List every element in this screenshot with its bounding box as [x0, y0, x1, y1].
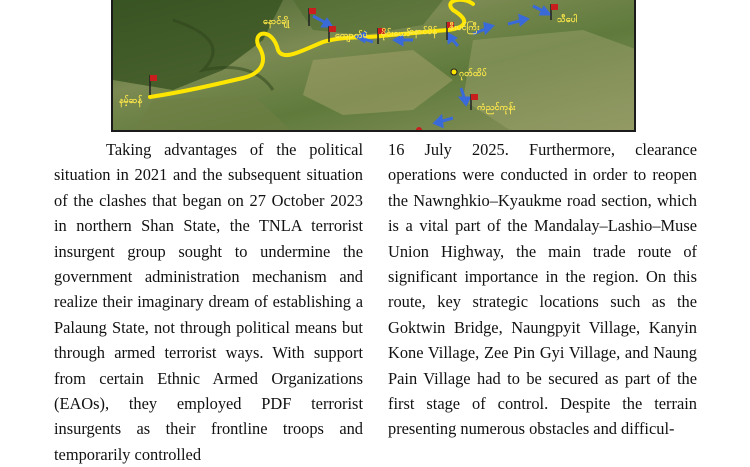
- map-label-north-4: နောင်ပိန်: [409, 27, 438, 37]
- article-column-left: [54, 137, 363, 467]
- map-label-west-town: နမ့်ဆန်: [119, 96, 143, 106]
- location-dot: [451, 69, 457, 75]
- map-label-north-1: နောင်ချို: [263, 17, 290, 27]
- article-column-right: [388, 137, 697, 442]
- map-label-north-2: ကျောက်မဲ: [335, 31, 368, 41]
- operation-map-image: [113, 0, 636, 132]
- map-label-east-1: သီပေါ: [557, 15, 578, 25]
- operation-map: [111, 0, 636, 132]
- map-label-mid-1: ဂုတ်ထိပ်: [459, 69, 487, 79]
- map-label-south-1: ကံညင်ကုန်း: [477, 103, 516, 113]
- map-label-north-3: မိုင်းယော်: [381, 29, 411, 39]
- article-paragraph: 16 July 2025. Furthermore, clearance operations were conducted in order to reopen the Nawnghkio–Kyaukme road section, which is a vital part of the Mandalay–Lashio–Muse Union Highway, the main trade route of significant importance in the region. On this route, key strategic locations such as the Goktwin Bridge, Naungpyit Village, Kanyin Kone Village, Zee Pin Gyi Village, and Naung Pain Village had to be secured as part of the first stage of control. Despite the terrain presenting numerous obstacles and difficul-: [388, 140, 697, 439]
- map-label-north-5: ဇီးပင်ကြီး: [449, 23, 480, 33]
- article-paragraph: Taking advantages of the political situation in 2021 and the subsequent situation of the clashes that began on 27 October 2023 in northern Shan State, the TNLA terrorist insurgent group sought to undermine the government administration mechanism and realize their imaginary dream of establishing a Palaung State, not through political means but through armed terrorist ways. With support from certain Ethnic Armed Organizations (EAOs), they employed PDF terrorist insurgents as their frontline troops and temporarily controlled: [54, 140, 363, 464]
